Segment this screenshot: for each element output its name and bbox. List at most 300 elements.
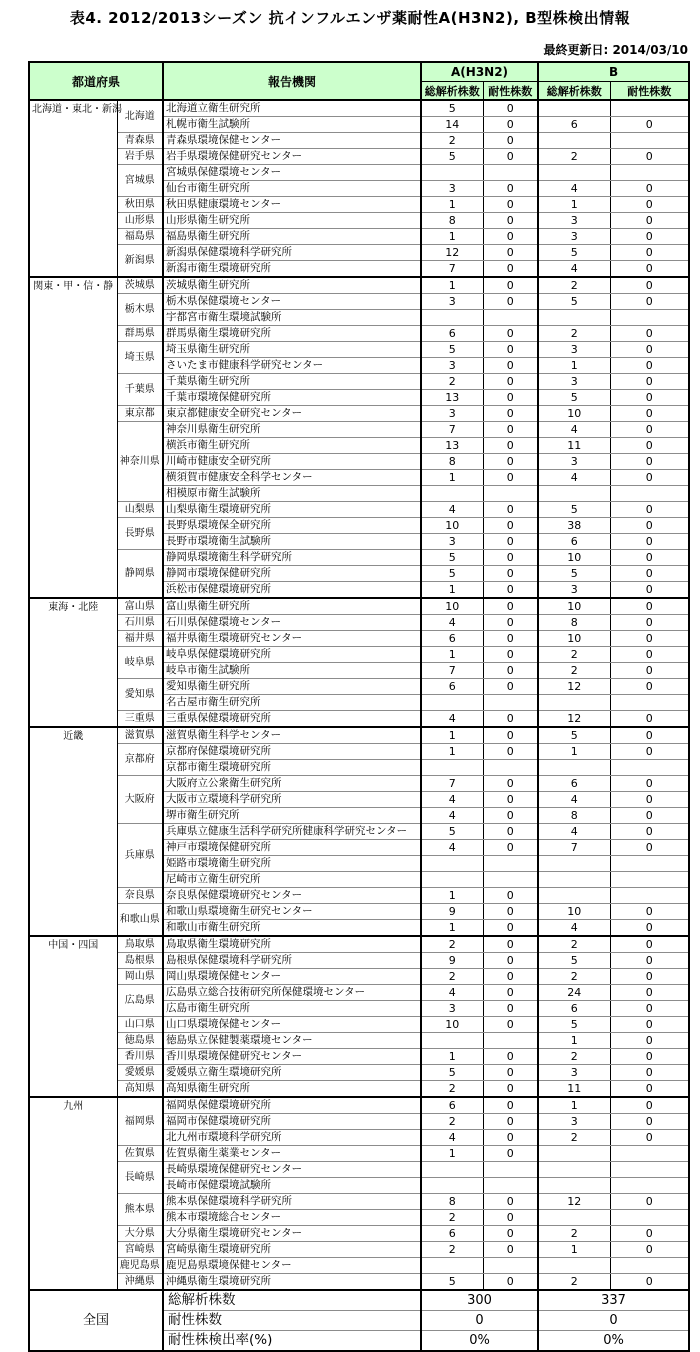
institution-cell: 愛媛県立衛生環境研究所 [163, 1065, 421, 1081]
a-total-cell: 1 [421, 647, 483, 663]
institution-cell: 仙台市衛生研究所 [163, 181, 421, 197]
institution-cell: 滋賀県衛生科学センター [163, 727, 421, 744]
a-resistant-cell: 0 [483, 744, 538, 760]
header-a-resistant: 耐性株数 [483, 82, 538, 101]
prefecture-cell: 東京都 [117, 406, 163, 422]
b-total-cell: 2 [538, 1274, 610, 1291]
a-resistant-cell: 0 [483, 598, 538, 615]
a-resistant-cell: 0 [483, 631, 538, 647]
prefecture-cell: 滋賀県 [117, 727, 163, 744]
b-total-cell [538, 133, 610, 149]
a-resistant-cell: 0 [483, 1065, 538, 1081]
institution-cell: 熊本市環境総合センター [163, 1210, 421, 1226]
b-total-cell: 2 [538, 326, 610, 342]
header-row-groups [29, 62, 689, 82]
a-total-cell [421, 1178, 483, 1194]
a-total-cell: 2 [421, 1114, 483, 1130]
institution-cell: 福岡市保健環境研究所 [163, 1114, 421, 1130]
b-resistant-cell: 0 [610, 149, 689, 165]
institution-cell: 名古屋市衛生研究所 [163, 695, 421, 711]
b-resistant-cell: 0 [610, 454, 689, 470]
a-total-cell: 4 [421, 502, 483, 518]
institution-cell: 和歌山県環境衛生研究センター [163, 904, 421, 920]
b-total-cell: 3 [538, 454, 610, 470]
b-total-cell: 2 [538, 647, 610, 663]
prefecture-cell: 島根県 [117, 953, 163, 969]
table-body [29, 100, 689, 1351]
a-total-cell: 6 [421, 679, 483, 695]
a-total-cell: 3 [421, 294, 483, 310]
a-resistant-cell: 0 [483, 792, 538, 808]
table-row [29, 1081, 689, 1098]
a-resistant-cell [483, 1178, 538, 1194]
institution-cell: 福岡県保健環境研究所 [163, 1097, 421, 1114]
b-resistant-cell: 0 [610, 294, 689, 310]
b-total-cell: 8 [538, 615, 610, 631]
b-resistant-cell: 0 [610, 1274, 689, 1291]
b-total-cell [538, 165, 610, 181]
a-total-cell: 5 [421, 100, 483, 117]
institution-cell: 長崎市保健環境試験所 [163, 1178, 421, 1194]
a-total-cell: 13 [421, 438, 483, 454]
table-row [29, 727, 689, 744]
b-resistant-cell: 0 [610, 534, 689, 550]
b-resistant-cell [610, 856, 689, 872]
b-total-cell: 2 [538, 277, 610, 294]
a-resistant-cell: 0 [483, 566, 538, 582]
a-resistant-cell: 0 [483, 197, 538, 213]
institution-cell: 京都市衛生環境研究所 [163, 760, 421, 776]
prefecture-cell: 奈良県 [117, 888, 163, 904]
b-total-cell: 5 [538, 566, 610, 582]
b-total-cell: 2 [538, 1226, 610, 1242]
a-resistant-cell: 0 [483, 936, 538, 953]
a-resistant-cell: 0 [483, 615, 538, 631]
institution-cell: 山梨県衛生環境研究所 [163, 502, 421, 518]
b-resistant-cell [610, 133, 689, 149]
a-total-cell: 10 [421, 598, 483, 615]
a-resistant-cell: 0 [483, 133, 538, 149]
table-row [29, 165, 689, 181]
region-cell: 中国・四国 [29, 936, 117, 1097]
b-total-cell: 2 [538, 149, 610, 165]
b-resistant-cell: 0 [610, 229, 689, 245]
prefecture-cell: 茨城県 [117, 277, 163, 294]
institution-cell: 大阪府立公衆衛生研究所 [163, 776, 421, 792]
a-resistant-cell: 0 [483, 985, 538, 1001]
region-cell: 関東・甲・信・静 [29, 277, 117, 598]
institution-cell: 和歌山市衛生研究所 [163, 920, 421, 937]
institution-cell: 徳島県立保健製薬環境センター [163, 1033, 421, 1049]
prefecture-cell: 三重県 [117, 711, 163, 728]
region-cell: 北海道・東北・新潟 [29, 100, 117, 277]
institution-cell: 群馬県衛生環境研究所 [163, 326, 421, 342]
a-resistant-cell: 0 [483, 1049, 538, 1065]
national-cell: 全国 [29, 1290, 163, 1351]
institution-cell: 札幌市衛生試験所 [163, 117, 421, 133]
b-total-cell: 8 [538, 808, 610, 824]
b-total-cell: 4 [538, 920, 610, 937]
b-total-cell: 12 [538, 1194, 610, 1210]
table-row [29, 985, 689, 1001]
b-resistant-cell: 0 [610, 406, 689, 422]
institution-cell: 鳥取県衛生環境研究所 [163, 936, 421, 953]
a-resistant-cell: 0 [483, 904, 538, 920]
institution-cell: 沖縄県衛生環境研究所 [163, 1274, 421, 1291]
institution-cell: 山形県衛生研究所 [163, 213, 421, 229]
b-resistant-cell: 0 [610, 679, 689, 695]
a-resistant-cell: 0 [483, 438, 538, 454]
prefecture-cell: 栃木県 [117, 294, 163, 326]
b-resistant-cell: 0 [610, 969, 689, 985]
summary-row [29, 1290, 689, 1311]
table-row [29, 776, 689, 792]
prefecture-cell: 香川県 [117, 1049, 163, 1065]
a-resistant-cell [483, 856, 538, 872]
a-resistant-cell: 0 [483, 374, 538, 390]
institution-cell: 相模原市衛生試験所 [163, 486, 421, 502]
b-total-cell: 10 [538, 550, 610, 566]
b-resistant-cell: 0 [610, 1130, 689, 1146]
b-total-cell: 1 [538, 744, 610, 760]
a-total-cell: 10 [421, 1017, 483, 1033]
table-row [29, 1065, 689, 1081]
table-row [29, 598, 689, 615]
a-resistant-cell: 0 [483, 1274, 538, 1291]
b-total-cell: 2 [538, 1130, 610, 1146]
table-row [29, 744, 689, 760]
b-total-cell: 5 [538, 727, 610, 744]
b-total-cell [538, 1178, 610, 1194]
b-total-cell: 2 [538, 663, 610, 679]
a-resistant-cell: 0 [483, 711, 538, 728]
a-total-cell: 2 [421, 133, 483, 149]
b-resistant-cell: 0 [610, 904, 689, 920]
table-row [29, 277, 689, 294]
a-total-cell: 1 [421, 1146, 483, 1162]
b-total-cell: 4 [538, 824, 610, 840]
institution-cell: 静岡県環境衛生科学研究所 [163, 550, 421, 566]
institution-cell: 栃木県保健環境センター [163, 294, 421, 310]
table-row [29, 100, 689, 117]
a-total-cell: 8 [421, 1194, 483, 1210]
b-resistant-cell [610, 1258, 689, 1274]
b-resistant-cell: 0 [610, 1065, 689, 1081]
table-row [29, 518, 689, 534]
b-resistant-cell: 0 [610, 502, 689, 518]
b-resistant-cell: 0 [610, 744, 689, 760]
summary-a-value-cell: 0% [421, 1331, 538, 1352]
prefecture-cell: 岡山県 [117, 969, 163, 985]
institution-cell: 北九州市環境科学研究所 [163, 1130, 421, 1146]
prefecture-cell: 沖縄県 [117, 1274, 163, 1291]
a-total-cell [421, 1162, 483, 1178]
b-resistant-cell: 0 [610, 422, 689, 438]
summary-label-cell: 耐性株検出率(%) [163, 1331, 421, 1352]
table-row [29, 374, 689, 390]
prefecture-cell: 富山県 [117, 598, 163, 615]
a-resistant-cell: 0 [483, 1226, 538, 1242]
table-row [29, 406, 689, 422]
prefecture-cell: 京都府 [117, 744, 163, 776]
institution-cell: 尼崎市立衛生研究所 [163, 872, 421, 888]
a-total-cell: 1 [421, 727, 483, 744]
a-total-cell: 5 [421, 1274, 483, 1291]
b-total-cell: 1 [538, 1033, 610, 1049]
a-resistant-cell: 0 [483, 1097, 538, 1114]
b-resistant-cell: 0 [610, 663, 689, 679]
b-total-cell: 3 [538, 374, 610, 390]
a-total-cell: 6 [421, 631, 483, 647]
a-resistant-cell: 0 [483, 502, 538, 518]
header-b-group: B [538, 62, 689, 82]
prefecture-cell: 静岡県 [117, 550, 163, 599]
institution-cell: 宮崎県衛生環境研究所 [163, 1242, 421, 1258]
table-row [29, 1146, 689, 1162]
a-resistant-cell: 0 [483, 294, 538, 310]
institution-cell: 三重県保健環境研究所 [163, 711, 421, 728]
table-row [29, 888, 689, 904]
a-total-cell: 9 [421, 953, 483, 969]
a-total-cell: 8 [421, 213, 483, 229]
header-a-total: 総解析株数 [421, 82, 483, 101]
b-resistant-cell: 0 [610, 566, 689, 582]
b-total-cell: 4 [538, 181, 610, 197]
b-resistant-cell: 0 [610, 598, 689, 615]
a-total-cell: 5 [421, 824, 483, 840]
a-resistant-cell: 0 [483, 1081, 538, 1098]
b-total-cell: 4 [538, 261, 610, 278]
b-total-cell: 3 [538, 1114, 610, 1130]
a-total-cell: 4 [421, 711, 483, 728]
a-total-cell: 4 [421, 792, 483, 808]
a-total-cell: 2 [421, 969, 483, 985]
region-cell: 東海・北陸 [29, 598, 117, 727]
a-total-cell: 4 [421, 985, 483, 1001]
region-cell: 近畿 [29, 727, 117, 936]
a-resistant-cell: 0 [483, 647, 538, 663]
prefecture-cell: 長崎県 [117, 1162, 163, 1194]
a-total-cell [421, 872, 483, 888]
b-resistant-cell: 0 [610, 374, 689, 390]
a-total-cell: 8 [421, 454, 483, 470]
b-resistant-cell [610, 486, 689, 502]
a-total-cell: 6 [421, 1097, 483, 1114]
a-resistant-cell: 0 [483, 181, 538, 197]
a-resistant-cell: 0 [483, 969, 538, 985]
table-row [29, 1162, 689, 1178]
a-resistant-cell: 0 [483, 679, 538, 695]
a-total-cell [421, 1258, 483, 1274]
b-total-cell: 4 [538, 422, 610, 438]
b-resistant-cell: 0 [610, 245, 689, 261]
table-row [29, 904, 689, 920]
table-row [29, 342, 689, 358]
table-row [29, 1097, 689, 1114]
a-total-cell: 7 [421, 663, 483, 679]
a-total-cell: 2 [421, 1242, 483, 1258]
prefecture-cell: 高知県 [117, 1081, 163, 1098]
b-resistant-cell [610, 888, 689, 904]
a-resistant-cell: 0 [483, 390, 538, 406]
a-total-cell: 3 [421, 406, 483, 422]
b-total-cell: 1 [538, 1242, 610, 1258]
prefecture-cell: 千葉県 [117, 374, 163, 406]
institution-cell: 埼玉県衛生研究所 [163, 342, 421, 358]
a-resistant-cell: 0 [483, 245, 538, 261]
header-prefecture: 都道府県 [29, 62, 163, 100]
table-row [29, 245, 689, 261]
b-total-cell [538, 1146, 610, 1162]
a-resistant-cell: 0 [483, 840, 538, 856]
institution-cell: 富山県衛生研究所 [163, 598, 421, 615]
a-total-cell: 1 [421, 582, 483, 599]
institution-cell: 鹿児島県環境保健センター [163, 1258, 421, 1274]
prefecture-cell: 宮崎県 [117, 1242, 163, 1258]
b-resistant-cell: 0 [610, 277, 689, 294]
a-resistant-cell: 0 [483, 406, 538, 422]
prefecture-cell: 愛知県 [117, 679, 163, 711]
prefecture-cell: 埼玉県 [117, 342, 163, 374]
b-resistant-cell: 0 [610, 953, 689, 969]
institution-cell: 千葉県衛生研究所 [163, 374, 421, 390]
institution-cell: 神戸市環境保健研究所 [163, 840, 421, 856]
institution-cell: 秋田県健康環境センター [163, 197, 421, 213]
institution-cell: 奈良県保健環境研究センター [163, 888, 421, 904]
b-resistant-cell [610, 872, 689, 888]
a-total-cell: 7 [421, 261, 483, 278]
a-resistant-cell: 0 [483, 550, 538, 566]
summary-b-value-cell: 0% [538, 1331, 689, 1352]
b-total-cell: 6 [538, 117, 610, 133]
b-resistant-cell: 0 [610, 615, 689, 631]
institution-cell: 山口県環境保健センター [163, 1017, 421, 1033]
table-row [29, 1017, 689, 1033]
prefecture-cell: 愛媛県 [117, 1065, 163, 1081]
institution-cell: 茨城県衛生研究所 [163, 277, 421, 294]
institution-cell: 横浜市衛生研究所 [163, 438, 421, 454]
a-total-cell: 3 [421, 181, 483, 197]
b-resistant-cell: 0 [610, 920, 689, 937]
institution-cell: 石川県保健環境センター [163, 615, 421, 631]
b-resistant-cell [610, 760, 689, 776]
b-resistant-cell: 0 [610, 936, 689, 953]
b-total-cell: 3 [538, 1065, 610, 1081]
b-resistant-cell: 0 [610, 1242, 689, 1258]
b-resistant-cell: 0 [610, 824, 689, 840]
a-resistant-cell: 0 [483, 920, 538, 937]
prefecture-cell: 福岡県 [117, 1097, 163, 1146]
institution-cell: 岩手県環境保健研究センター [163, 149, 421, 165]
institution-cell: 佐賀県衛生薬業センター [163, 1146, 421, 1162]
a-resistant-cell [483, 872, 538, 888]
table-row [29, 550, 689, 566]
a-resistant-cell: 0 [483, 261, 538, 278]
b-total-cell [538, 872, 610, 888]
institution-cell: 愛知県衛生研究所 [163, 679, 421, 695]
a-resistant-cell: 0 [483, 582, 538, 599]
prefecture-cell: 山形県 [117, 213, 163, 229]
institution-cell: 香川県環境保健研究センター [163, 1049, 421, 1065]
a-total-cell: 1 [421, 1049, 483, 1065]
b-total-cell: 10 [538, 598, 610, 615]
b-total-cell [538, 856, 610, 872]
b-resistant-cell: 0 [610, 438, 689, 454]
table-row [29, 1049, 689, 1065]
a-total-cell: 2 [421, 1081, 483, 1098]
b-total-cell: 1 [538, 197, 610, 213]
b-resistant-cell: 0 [610, 792, 689, 808]
last-updated [0, 41, 688, 58]
header-institution: 報告機関 [163, 62, 421, 100]
prefecture-cell: 長野県 [117, 518, 163, 550]
institution-cell: 北海道立衛生研究所 [163, 100, 421, 117]
b-resistant-cell: 0 [610, 390, 689, 406]
institution-cell: 大分県衛生環境研究センター [163, 1226, 421, 1242]
institution-cell: 宇都宮市衛生環境試験所 [163, 310, 421, 326]
b-resistant-cell [610, 1178, 689, 1194]
a-total-cell: 10 [421, 518, 483, 534]
a-resistant-cell [483, 695, 538, 711]
b-total-cell: 12 [538, 711, 610, 728]
prefecture-cell: 山口県 [117, 1017, 163, 1033]
b-total-cell [538, 1210, 610, 1226]
a-resistant-cell: 0 [483, 117, 538, 133]
b-resistant-cell: 0 [610, 213, 689, 229]
b-resistant-cell: 0 [610, 117, 689, 133]
b-resistant-cell: 0 [610, 647, 689, 663]
a-resistant-cell [483, 1162, 538, 1178]
a-resistant-cell: 0 [483, 326, 538, 342]
b-resistant-cell [610, 1210, 689, 1226]
b-total-cell: 5 [538, 1017, 610, 1033]
prefecture-cell: 福島県 [117, 229, 163, 245]
a-total-cell: 3 [421, 358, 483, 374]
summary-b-value-cell: 337 [538, 1290, 689, 1311]
a-resistant-cell: 0 [483, 229, 538, 245]
b-total-cell: 4 [538, 792, 610, 808]
b-total-cell [538, 760, 610, 776]
table-row [29, 326, 689, 342]
a-resistant-cell: 0 [483, 1130, 538, 1146]
a-total-cell [421, 760, 483, 776]
institution-cell: 高知県衛生研究所 [163, 1081, 421, 1098]
b-total-cell: 1 [538, 358, 610, 374]
summary-label-cell: 耐性株数 [163, 1311, 421, 1331]
a-total-cell: 1 [421, 888, 483, 904]
b-total-cell [538, 1258, 610, 1274]
prefecture-cell: 鳥取県 [117, 936, 163, 953]
a-total-cell: 1 [421, 197, 483, 213]
b-resistant-cell: 0 [610, 518, 689, 534]
a-resistant-cell [483, 165, 538, 181]
b-resistant-cell: 0 [610, 985, 689, 1001]
a-total-cell: 1 [421, 277, 483, 294]
a-total-cell: 1 [421, 744, 483, 760]
prefecture-cell: 青森県 [117, 133, 163, 149]
prefecture-cell: 秋田県 [117, 197, 163, 213]
a-total-cell: 5 [421, 342, 483, 358]
a-total-cell: 4 [421, 840, 483, 856]
a-resistant-cell: 0 [483, 824, 538, 840]
b-total-cell: 2 [538, 969, 610, 985]
institution-cell: 静岡市環境保健研究所 [163, 566, 421, 582]
a-total-cell: 6 [421, 326, 483, 342]
a-total-cell [421, 310, 483, 326]
a-resistant-cell [483, 1033, 538, 1049]
table-row [29, 1033, 689, 1049]
table-row [29, 679, 689, 695]
